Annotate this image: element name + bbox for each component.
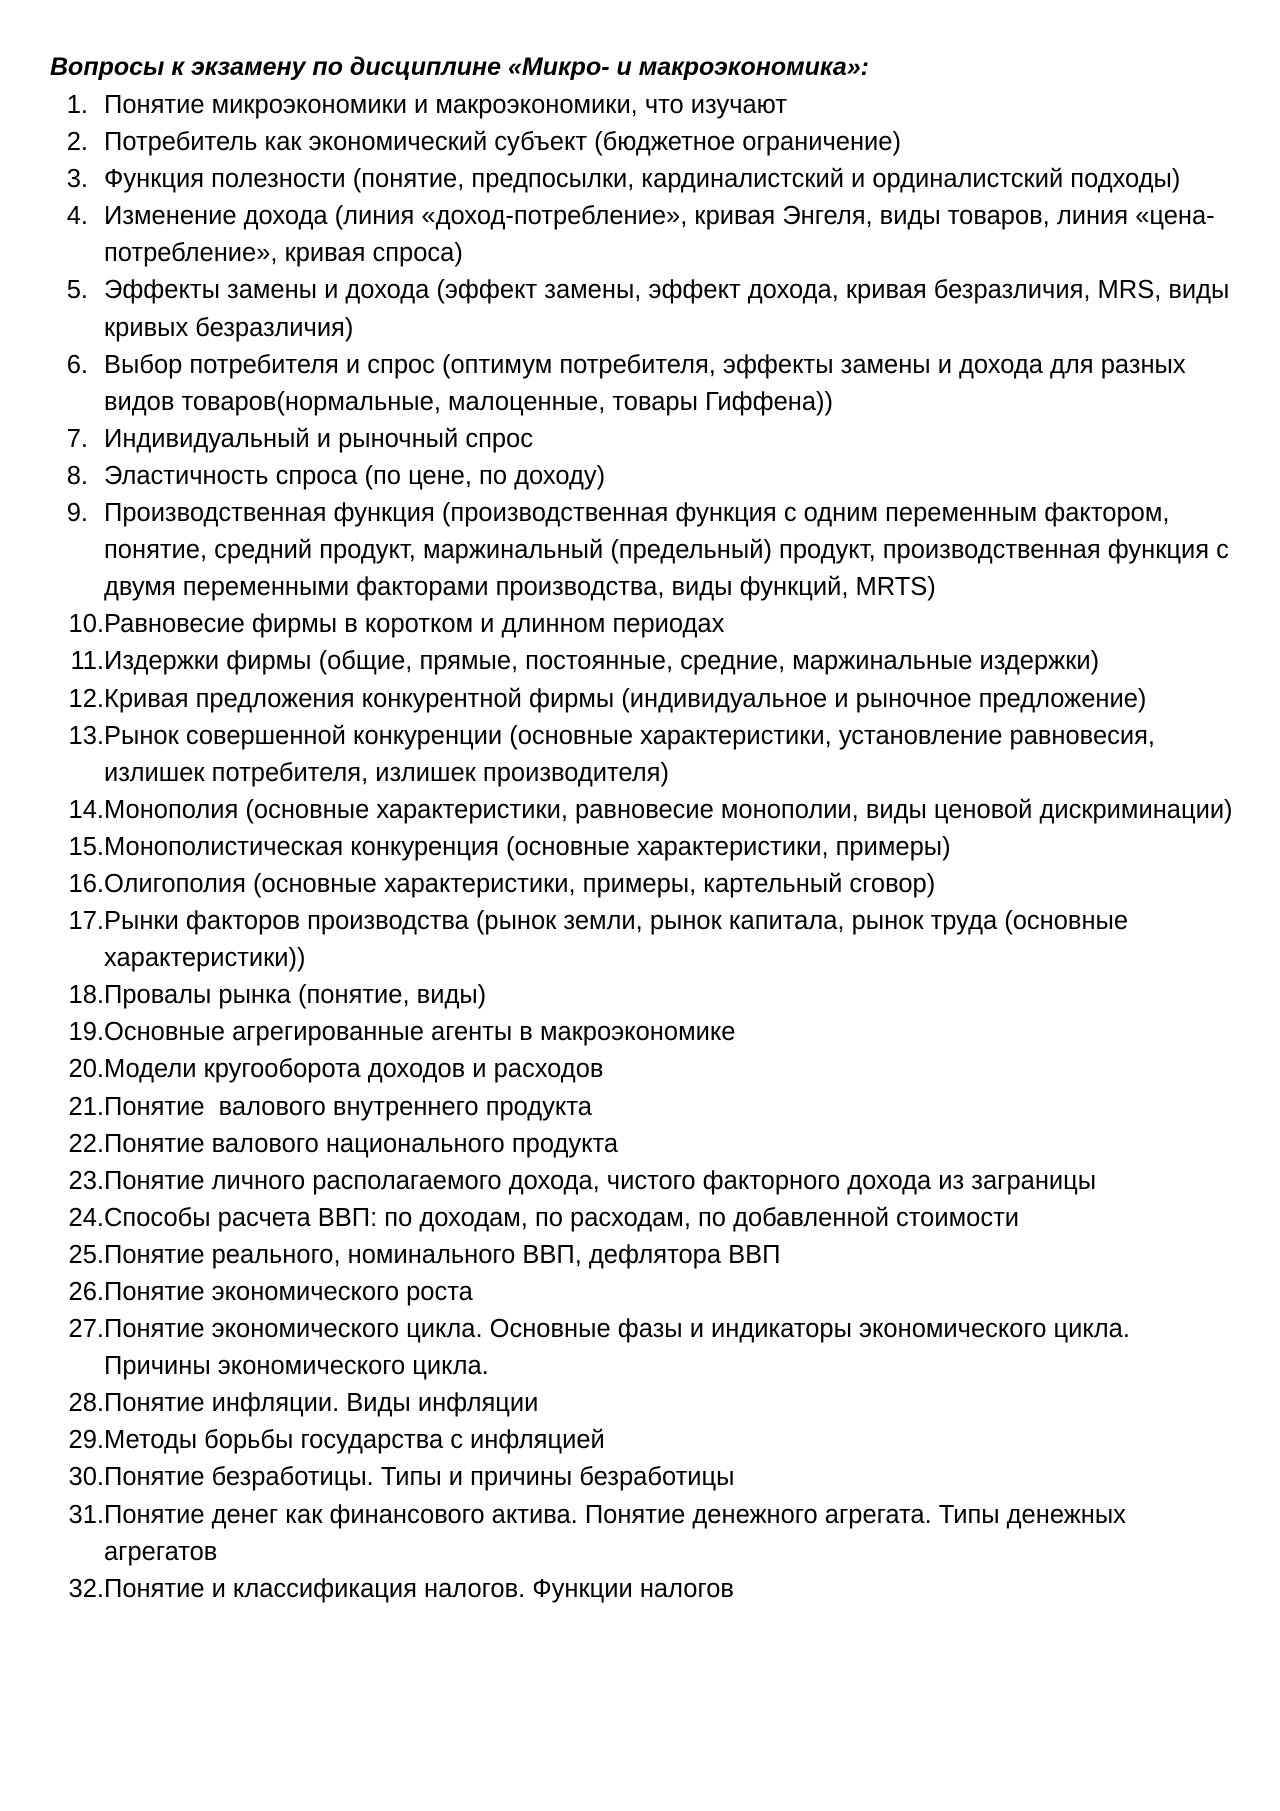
list-item	[0, 643, 1280, 680]
list-item	[0, 161, 1280, 198]
item-number: 1.	[66, 91, 88, 119]
item-text: Понятие и классификация налогов. Функции налогов	[104, 1574, 734, 1603]
item-text: Изменение дохода (линия «доход-потребление», кривая Энгеля, виды товаров, линия «цена-потребление», кривая спроса)	[104, 202, 1215, 268]
item-number: 2.	[66, 128, 88, 157]
list-item	[0, 792, 1280, 829]
item-number: 23.	[68, 1166, 104, 1195]
item-text: Эффекты замены и дохода (эффект замены, эффект дохода, кривая безразличия, MRS, виды кривых безразличия)	[104, 276, 1230, 342]
item-number: 4.	[66, 202, 88, 231]
item-number: 3.	[66, 165, 88, 194]
item-text: Выбор потребителя и спрос (оптимум потребителя, эффекты замены и дохода для разных видов товаров(нормальные, малоценные, товары Гиффена))	[104, 350, 1186, 416]
list-item	[0, 1237, 1280, 1274]
item-text: Понятие безработицы. Типы и причины безработицы	[104, 1463, 735, 1492]
item-number: 20.	[68, 1055, 104, 1084]
list-item	[0, 1014, 1280, 1051]
list-item	[0, 1422, 1280, 1459]
item-text: Кривая предложения конкурентной фирмы (индивидуальное и рыночное предложение)	[104, 684, 1147, 713]
list-item	[0, 421, 1280, 458]
item-number: 25.	[68, 1240, 104, 1269]
item-number: 31.	[68, 1500, 104, 1529]
item-number: 8.	[66, 461, 88, 490]
item-text: Олигополия (основные характеристики, примеры, картельный сговор)	[104, 869, 936, 898]
list-item	[0, 272, 1280, 346]
item-text: Монополия (основные характеристики, равновесие монополии, виды ценовой дискриминации)	[104, 795, 1233, 824]
item-text: Методы борьбы государства с инфляцией	[104, 1426, 605, 1455]
list-item	[0, 87, 1280, 124]
list-item	[0, 1200, 1280, 1237]
document-title: Вопросы к экзамену по дисциплине «Микро- и макроэкономика»:	[50, 53, 869, 81]
item-number: 11.	[70, 647, 104, 676]
item-number: 28.	[68, 1389, 104, 1418]
list-item	[0, 124, 1280, 161]
item-text: Способы расчета ВВП: по доходам, по расходам, по добавленной стоимости	[104, 1203, 1019, 1232]
item-text: Понятие экономического роста	[104, 1278, 473, 1306]
item-number: 6.	[66, 350, 88, 379]
item-number: 9.	[66, 499, 88, 528]
list-item	[0, 1051, 1280, 1088]
item-number: 16.	[68, 869, 104, 898]
item-number: 32.	[68, 1574, 104, 1603]
item-number: 18.	[68, 981, 104, 1010]
item-text: Функция полезности (понятие, предпосылки, кардиналистский и ординалистский подходы)	[104, 165, 1181, 194]
list-item	[0, 681, 1280, 718]
list-item	[0, 495, 1280, 606]
item-text: Основные агрегированные агенты в макроэкономике	[104, 1018, 736, 1047]
list-item	[0, 829, 1280, 866]
list-item	[0, 606, 1280, 643]
list-item	[0, 977, 1280, 1014]
item-number: 10.	[68, 610, 104, 639]
item-text: Рынок совершенной конкуренции (основные характеристики, установление равновесия, излишек потребителя, излишек производителя)	[104, 721, 1156, 787]
item-number: 17.	[68, 907, 104, 936]
item-number: 14.	[68, 795, 104, 824]
item-number: 29.	[68, 1426, 104, 1455]
item-text: Понятие денег как финансового актива. Понятие денежного агрегата. Типы денежных агрегатов	[104, 1500, 1126, 1566]
item-text: Монополистическая конкуренция (основные характеристики, примеры)	[104, 832, 951, 861]
item-text: Индивидуальный и рыночный спрос	[104, 424, 533, 453]
item-number: 26.	[68, 1278, 104, 1306]
list-item	[0, 1274, 1280, 1311]
list-item	[0, 1459, 1280, 1496]
list-item	[0, 718, 1280, 792]
item-text: Равновесие фирмы в коротком и длинном периодах	[104, 610, 725, 639]
item-text: Понятие инфляции. Виды инфляции	[104, 1389, 539, 1418]
item-text: Потребитель как экономический субъект (бюджетное ограничение)	[104, 128, 901, 157]
item-number: 24.	[68, 1203, 104, 1232]
list-item	[0, 1163, 1280, 1200]
item-number: 5.	[66, 276, 88, 305]
item-text: Понятие валового внутреннего продукта	[104, 1092, 592, 1121]
list-item	[0, 198, 1280, 272]
list-item	[0, 347, 1280, 421]
questions-list	[0, 87, 1280, 1608]
item-text: Эластичность спроса (по цене, по доходу)	[104, 461, 606, 490]
item-text: Понятие личного располагаемого дохода, чистого факторного дохода из заграницы	[104, 1166, 1097, 1195]
item-text: Модели кругооборота доходов и расходов	[104, 1055, 604, 1084]
item-number: 27.	[68, 1315, 104, 1344]
list-item	[0, 458, 1280, 495]
item-number: 19.	[68, 1018, 104, 1047]
list-item	[0, 1497, 1280, 1571]
item-text: Рынки факторов производства (рынок земли, рынок капитала, рынок труда (основные характеристики))	[104, 907, 1129, 973]
item-text: Понятие реального, номинального ВВП, дефлятора ВВП	[104, 1240, 781, 1269]
list-item	[0, 1385, 1280, 1422]
item-text: Издержки фирмы (общие, прямые, постоянные, средние, маржинальные издержки)	[104, 647, 1100, 676]
list-item	[0, 1571, 1280, 1608]
item-number: 21.	[68, 1092, 104, 1121]
item-number: 15.	[68, 832, 104, 861]
item-text: Понятие экономического цикла. Основные фазы и индикаторы экономического цикла. Причины экономического цикла.	[104, 1315, 1130, 1381]
list-item	[0, 1311, 1280, 1385]
list-item	[0, 1126, 1280, 1163]
item-text: Провалы рынка (понятие, виды)	[104, 981, 487, 1010]
item-text: Понятие микроэкономики и макроэкономики, что изучают	[104, 91, 787, 119]
item-number: 13.	[68, 721, 104, 750]
item-number: 7.	[66, 424, 88, 453]
list-item	[0, 866, 1280, 903]
item-text: Понятие валового национального продукта	[104, 1129, 619, 1158]
item-number: 30.	[68, 1463, 104, 1492]
item-number: 12.	[68, 684, 104, 713]
item-number: 22.	[68, 1129, 104, 1158]
item-text: Производственная функция (производственная функция с одним переменным фактором, понятие, средний продукт, маржинальный (предельный) продукт, производственная функция с двумя переменными факторами производства, виды функций, MRTS)	[104, 499, 1229, 602]
list-item	[0, 1089, 1280, 1126]
list-item	[0, 903, 1280, 977]
